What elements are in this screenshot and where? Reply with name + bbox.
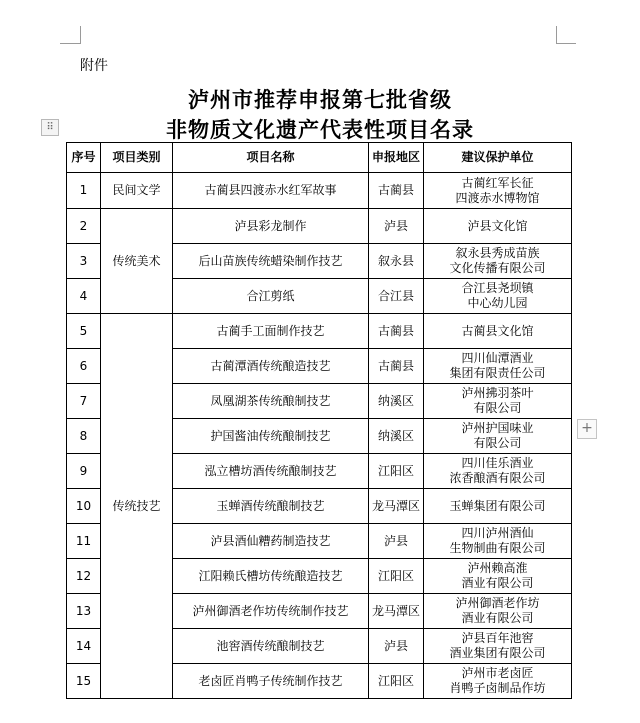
unit-cell: 四川佳乐酒业 浓香酿酒有限公司 bbox=[424, 454, 572, 489]
area-cell: 纳溪区 bbox=[369, 384, 424, 419]
header-no: 序号 bbox=[67, 143, 101, 173]
header-category: 项目类别 bbox=[101, 143, 173, 173]
category-cell: 传统美术 bbox=[101, 209, 173, 314]
area-cell: 纳溪区 bbox=[369, 419, 424, 454]
area-cell: 江阳区 bbox=[369, 664, 424, 699]
area-cell: 泸县 bbox=[369, 629, 424, 664]
row-no: 14 bbox=[67, 629, 101, 664]
project-name: 泓立槽坊酒传统酿制技艺 bbox=[173, 454, 369, 489]
project-name: 泸县酒仙糟药制造技艺 bbox=[173, 524, 369, 559]
unit-cell: 四川泸州酒仙 生物制曲有限公司 bbox=[424, 524, 572, 559]
row-no: 7 bbox=[67, 384, 101, 419]
area-cell: 泸县 bbox=[369, 524, 424, 559]
project-name: 泸州御酒老作坊传统制作技艺 bbox=[173, 594, 369, 629]
crop-mark-top-left-v bbox=[80, 26, 81, 44]
row-no: 3 bbox=[67, 244, 101, 279]
project-name: 古蔺潭酒传统酿造技艺 bbox=[173, 349, 369, 384]
area-cell: 龙马潭区 bbox=[369, 594, 424, 629]
area-cell: 江阳区 bbox=[369, 559, 424, 594]
unit-cell: 古蔺红军长征 四渡赤水博物馆 bbox=[424, 173, 572, 209]
project-name: 泸县彩龙制作 bbox=[173, 209, 369, 244]
row-no: 4 bbox=[67, 279, 101, 314]
row-no: 5 bbox=[67, 314, 101, 349]
category-cell: 民间文学 bbox=[101, 173, 173, 209]
project-name: 江阳赖氏槽坊传统酿造技艺 bbox=[173, 559, 369, 594]
row-no: 6 bbox=[67, 349, 101, 384]
page-title-line-1: 泸州市推荐申报第七批省级 bbox=[188, 87, 452, 112]
area-cell: 古蔺县 bbox=[369, 314, 424, 349]
project-name: 后山苗族传统蜡染制作技艺 bbox=[173, 244, 369, 279]
area-cell: 合江县 bbox=[369, 279, 424, 314]
unit-cell: 泸州赖高淮 酒业有限公司 bbox=[424, 559, 572, 594]
project-name: 合江剪纸 bbox=[173, 279, 369, 314]
unit-cell: 泸州市老卤匠 肖鸭子卤制品作坊 bbox=[424, 664, 572, 699]
unit-cell: 泸州御酒老作坊 酒业有限公司 bbox=[424, 594, 572, 629]
crop-mark-top-left-h bbox=[60, 43, 80, 44]
row-no: 1 bbox=[67, 173, 101, 209]
page-title-line-2: 非物质文化遗产代表性项目名录 bbox=[166, 117, 474, 142]
header-unit: 建议保护单位 bbox=[424, 143, 572, 173]
area-cell: 江阳区 bbox=[369, 454, 424, 489]
unit-cell: 泸县百年池窖 酒业集团有限公司 bbox=[424, 629, 572, 664]
project-name: 老卤匠肖鸭子传统制作技艺 bbox=[173, 664, 369, 699]
project-name: 古蔺手工面制作技艺 bbox=[173, 314, 369, 349]
area-cell: 古蔺县 bbox=[369, 173, 424, 209]
unit-cell: 泸州拂羽茶叶 有限公司 bbox=[424, 384, 572, 419]
row-no: 12 bbox=[67, 559, 101, 594]
table-row bbox=[67, 209, 572, 244]
area-cell: 古蔺县 bbox=[369, 349, 424, 384]
row-no: 2 bbox=[67, 209, 101, 244]
heritage-project-table bbox=[66, 142, 572, 699]
table-row bbox=[67, 173, 572, 209]
crop-mark-top-right-h bbox=[556, 43, 576, 44]
attachment-label: 附件 bbox=[80, 58, 108, 74]
unit-cell: 泸州护国味业 有限公司 bbox=[424, 419, 572, 454]
unit-cell: 四川仙潭酒业 集团有限责任公司 bbox=[424, 349, 572, 384]
crop-mark-top-right-v bbox=[556, 26, 557, 44]
unit-cell: 合江县尧坝镇 中心幼儿园 bbox=[424, 279, 572, 314]
area-cell: 泸县 bbox=[369, 209, 424, 244]
row-no: 8 bbox=[67, 419, 101, 454]
row-no: 11 bbox=[67, 524, 101, 559]
project-name: 玉蝉酒传统酿制技艺 bbox=[173, 489, 369, 524]
header-name: 项目名称 bbox=[173, 143, 369, 173]
table-move-handle-icon[interactable]: ⠿ bbox=[41, 119, 59, 136]
row-no: 13 bbox=[67, 594, 101, 629]
unit-cell: 古蔺县文化馆 bbox=[424, 314, 572, 349]
area-cell: 叙永县 bbox=[369, 244, 424, 279]
category-cell: 传统技艺 bbox=[101, 314, 173, 699]
project-name: 护国酱油传统酿制技艺 bbox=[173, 419, 369, 454]
table-header-row bbox=[67, 143, 572, 173]
row-no: 9 bbox=[67, 454, 101, 489]
project-name: 古蔺县四渡赤水红军故事 bbox=[173, 173, 369, 209]
table-row bbox=[67, 314, 572, 349]
row-no: 10 bbox=[67, 489, 101, 524]
unit-cell: 泸县文化馆 bbox=[424, 209, 572, 244]
project-name: 凤凰湖茶传统酿制技艺 bbox=[173, 384, 369, 419]
row-no: 15 bbox=[67, 664, 101, 699]
unit-cell: 叙永县秀成苗族 文化传播有限公司 bbox=[424, 244, 572, 279]
header-area: 申报地区 bbox=[369, 143, 424, 173]
unit-cell: 玉蝉集团有限公司 bbox=[424, 489, 572, 524]
add-row-plus-icon[interactable]: + bbox=[577, 419, 597, 439]
project-name: 池窖酒传统酿制技艺 bbox=[173, 629, 369, 664]
area-cell: 龙马潭区 bbox=[369, 489, 424, 524]
